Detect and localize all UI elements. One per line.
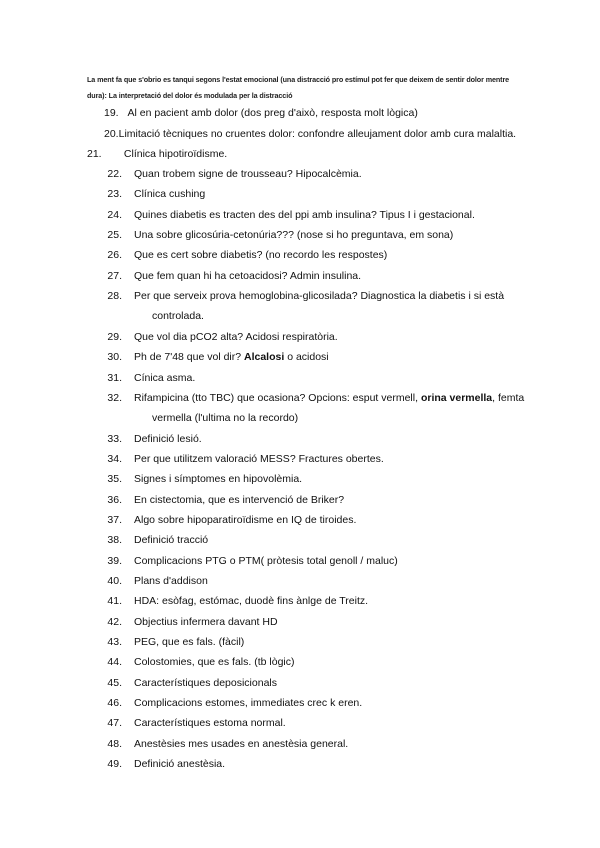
list-item [107, 432, 202, 446]
list-item [107, 574, 208, 588]
item-number: 34. [107, 453, 122, 465]
item-text: Complicacions estomes, immediates crec k eren. [134, 697, 363, 709]
item-text-part: o acidosi [284, 351, 329, 363]
list-item [107, 655, 295, 669]
list-item [104, 106, 418, 120]
item-text-part: Ph de 7'48 que vol dir? [134, 351, 244, 363]
item-number: 41. [107, 595, 122, 607]
list-item [107, 676, 277, 690]
item-number: 40. [107, 575, 122, 587]
item-number: 25. [107, 229, 122, 241]
list-item [107, 493, 345, 507]
list-item [107, 289, 505, 303]
item-number: 28. [107, 290, 122, 302]
item-text: Definició lesió. [134, 433, 202, 445]
list-item [107, 513, 357, 527]
list-item [107, 635, 245, 649]
item-number: 19. [104, 107, 119, 119]
item-number: 42. [107, 616, 122, 628]
item-number: 33. [107, 433, 122, 445]
list-item [107, 371, 196, 385]
item-text: Que vol dia pCO2 alta? Acidosi respiratòria. [134, 331, 338, 343]
item-number: 31. [107, 372, 122, 384]
item-number: 32. [107, 392, 122, 404]
item-text: Una sobre glicosúria-cetonúria??? (nose si ho preguntava, em sona) [134, 229, 454, 241]
item-text: Objectius infermera davant HD [134, 616, 278, 628]
item-text: Clínica cushing [134, 188, 206, 200]
item-number: 38. [107, 534, 122, 546]
item-text [134, 351, 329, 363]
list-item [87, 147, 227, 161]
list-item [107, 187, 206, 201]
item-number: 44. [107, 656, 122, 668]
item-number: 24. [107, 209, 122, 221]
list-item [107, 330, 338, 344]
item-number: 21. [87, 148, 102, 160]
item-number: 26. [107, 249, 122, 261]
item-number: 49. [107, 758, 122, 770]
list-item [107, 391, 525, 405]
item-text: Que es cert sobre diabetis? (no recordo les respostes) [134, 249, 388, 261]
item-number: 20. [104, 128, 119, 140]
list-item [107, 594, 369, 608]
item-number: 47. [107, 717, 122, 729]
item-text-part: , femta [492, 392, 525, 404]
item-text: Cínica asma. [134, 372, 196, 384]
item-text: Característiques estoma normal. [134, 717, 286, 729]
item-number: 27. [107, 270, 122, 282]
item-text-bold: Alcalosi [244, 351, 285, 363]
item-text: Quan trobem signe de trousseau? Hipocalcèmia. [134, 168, 362, 180]
item-number: 36. [107, 494, 122, 506]
item-number: 30. [107, 351, 122, 363]
intro-paragraph: La ment fa que s'obrio es tanqui segons l'estat emocional (una distracció pro estímul pot fer que deixem de sentir dolor mentre dura): La interpretació del dolor és modulada per la distracció [87, 75, 510, 100]
list-item [104, 127, 516, 141]
item-text: Plans d'addison [134, 575, 208, 587]
item-number: 23. [107, 188, 122, 200]
item-text: Complicacions PTG o PTM( pròtesis total genoll / maluc) [134, 555, 398, 567]
item-text: Signes i símptomes en hipovolèmia. [134, 473, 303, 485]
list-item [107, 472, 303, 486]
list-item [107, 737, 349, 751]
item-number: 22. [107, 168, 122, 180]
item-text: Colostomies, que es fals. (tb lògic) [134, 656, 295, 668]
item-number: 39. [107, 555, 122, 567]
list-item [107, 554, 398, 568]
item-text: HDA: esòfag, estómac, duodè fins ànlge de Treitz. [134, 595, 369, 607]
item-text: Definició tracció [134, 534, 209, 546]
list-item [107, 269, 362, 283]
list-item [107, 350, 329, 364]
item-text [134, 392, 524, 404]
item-number: 43. [107, 636, 122, 648]
item-text: En cistectomia, que es intervenció de Briker? [134, 494, 345, 506]
list-item [107, 167, 362, 181]
item-text-bold: orina vermella [420, 392, 493, 404]
item-number: 37. [107, 514, 122, 526]
item-text: Que fem quan hi ha cetoacidosi? Admin insulina. [134, 270, 362, 282]
item-text: Característiques deposicionals [134, 677, 277, 689]
item-continuation: vermella (l'ultima no la recordo) [152, 412, 299, 424]
item-text: PEG, que es fals. (fàcil) [134, 636, 245, 648]
item-text: Per que utilitzem valoració MESS? Fractures obertes. [134, 453, 384, 465]
list-item [107, 452, 384, 466]
item-text: Definició anestèsia. [134, 758, 226, 770]
item-text: Algo sobre hipoparatiroïdisme en IQ de tiroides. [134, 514, 357, 526]
item-number: 35. [107, 473, 122, 485]
item-text: Al en pacient amb dolor (dos preg d'això, resposta molt lògica) [127, 107, 418, 119]
list-item [107, 716, 286, 730]
item-text: Quines diabetis es tracten des del ppi amb insulina? Tipus I i gestacional. [134, 209, 475, 221]
list-item [107, 757, 226, 771]
item-continuation: controlada. [152, 310, 204, 322]
item-text: Per que serveix prova hemoglobina-glicosilada? Diagnostica la diabetis i si està [134, 290, 505, 302]
list-item [107, 533, 209, 547]
list-item [107, 615, 278, 629]
item-text: Clínica hipotiroïdisme. [123, 148, 228, 160]
list-item [107, 248, 388, 262]
item-text-part: Rifampicina (tto TBC) que ocasiona? Opcions: esput vermell, [134, 392, 421, 404]
item-text: Limitació tècniques no cruentes dolor: confondre alleujament dolor amb cura malaltia. [118, 128, 517, 140]
list-item [107, 208, 475, 222]
item-number: 29. [107, 331, 122, 343]
list-item [107, 228, 454, 242]
list-item [107, 696, 363, 710]
item-number: 46. [107, 697, 122, 709]
item-text: Anestèsies mes usades en anestèsia general. [134, 738, 349, 750]
item-number: 45. [107, 677, 122, 689]
item-number: 48. [107, 738, 122, 750]
